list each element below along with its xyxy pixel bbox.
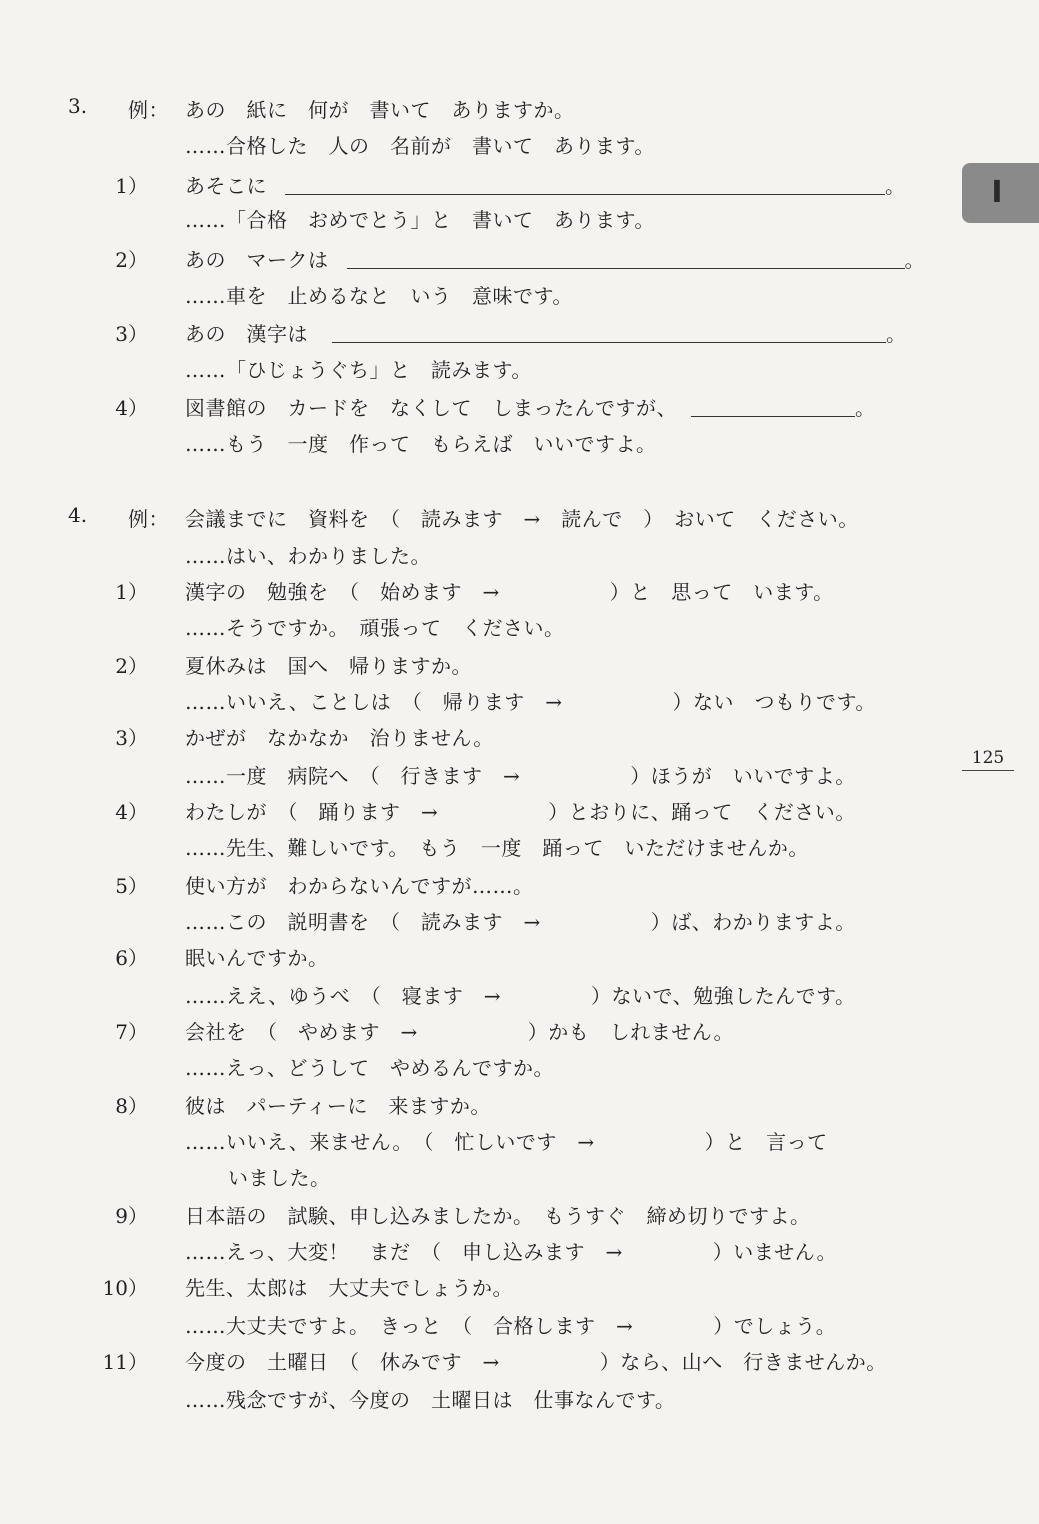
s4-item-9-line-2: ……えっ、大変！ まだ （ 申し込みます → ）いません。 — [185, 1240, 837, 1264]
s4-item-5-number: 5） — [115, 874, 148, 898]
s4-item-1-line-2: ……そうですか。 頑張って ください。 — [185, 616, 565, 640]
s4-item-2-line-2: ……いいえ、ことしは （ 帰ります → ）ない つもりです。 — [185, 690, 876, 714]
s4-item-8-number: 8） — [115, 1094, 148, 1118]
s4-item-6-line-1: 眠いんですか。 — [185, 946, 329, 970]
s3-item-2-number: 2） — [115, 248, 148, 272]
s4-item-8-line-3: いました。 — [228, 1166, 331, 1190]
s4-item-9-line-1: 日本語の 試験、申し込みましたか。 もうすぐ 締め切りですよ。 — [185, 1204, 811, 1228]
s3-item-3-number: 3） — [115, 322, 148, 346]
s4-item-11-line-1: 今度の 土曜日 （ 休みです → ）なら、山へ 行きませんか。 — [185, 1350, 887, 1374]
s3-item-4-question: 図書館の カードを なくして しまったんですが、 。 — [185, 396, 876, 420]
section-4-example-label: 例： — [128, 507, 169, 531]
s3-item-4-answer: ……もう 一度 作って もらえば いいですよ。 — [185, 432, 657, 456]
s4-item-7-line-2: ……えっ、どうして やめるんですか。 — [185, 1056, 554, 1080]
page-number: 125 — [962, 748, 1014, 771]
section-3-example-label: 例： — [128, 98, 169, 122]
s4-item-8-line-1: 彼は パーティーに 来ますか。 — [185, 1094, 491, 1118]
s4-item-5-line-1: 使い方が わからないんですが……。 — [185, 874, 534, 898]
s3-item-2-answer: ……車を 止めるなと いう 意味です。 — [185, 284, 573, 308]
section-3-example-answer: ……合格した 人の 名前が 書いて あります。 — [185, 134, 655, 158]
s4-item-9-number: 9） — [115, 1204, 148, 1228]
s3-item-2-question: あの マークは 。 — [185, 248, 925, 272]
chapter-tab-label: I — [991, 175, 1003, 210]
s4-item-4-number: 4） — [115, 800, 148, 824]
s3-item-1-blank[interactable] — [285, 174, 885, 195]
s3-item-1-question: あそこに 。 — [185, 174, 906, 198]
s4-item-1-line-1: 漢字の 勉強を （ 始めます → ）と 思って います。 — [185, 580, 834, 604]
section-3-example-question: あの 紙に 何が 書いて ありますか。 — [185, 98, 575, 122]
s4-item-2-line-1: 夏休みは 国へ 帰りますか。 — [185, 654, 472, 678]
s4-item-10-line-1: 先生、太郎は 大丈夫でしょうか。 — [185, 1276, 513, 1300]
s3-item-1-number: 1） — [115, 174, 148, 198]
s3-item-4-number: 4） — [115, 396, 148, 420]
s4-item-4-line-2: ……先生、難しいです。 もう 一度 踊って いただけませんか。 — [185, 836, 809, 860]
section-4-example-answer: ……はい、わかりました。 — [185, 544, 431, 568]
s4-item-11-line-2: ……残念ですが、今度の 土曜日は 仕事なんです。 — [185, 1388, 676, 1412]
s3-item-4-blank[interactable] — [691, 396, 855, 417]
s4-item-7-line-1: 会社を （ やめます → ）かも しれません。 — [185, 1020, 734, 1044]
s3-item-3-answer: ……「ひじょうぐち」と 読みます。 — [185, 358, 532, 382]
s4-item-3-line-1: かぜが なかなか 治りません。 — [185, 726, 494, 750]
s4-item-11-number: 11） — [102, 1350, 148, 1374]
s3-item-2-blank[interactable] — [347, 248, 905, 269]
s3-item-1-answer: ……「合格 おめでとう」と 書いて あります。 — [185, 208, 655, 232]
s4-item-10-number: 10） — [102, 1276, 148, 1300]
s4-item-1-number: 1） — [115, 580, 148, 604]
s4-item-7-number: 7） — [115, 1020, 148, 1044]
s4-item-6-line-2: ……ええ、ゆうべ （ 寝ます → ）ないで、勉強したんです。 — [185, 984, 856, 1008]
section-3-number: 3. — [68, 94, 88, 118]
s4-item-3-number: 3） — [115, 726, 148, 750]
s4-item-10-line-2: ……大丈夫ですよ。 きっと （ 合格します → ）でしょう。 — [185, 1314, 837, 1338]
s4-item-4-line-1: わたしが （ 踊ります → ）とおりに、踊って ください。 — [185, 800, 856, 824]
section-4-example-question: 会議までに 資料を （ 読みます → 読んで ） おいて ください。 — [185, 507, 859, 531]
s4-item-3-line-2: ……一度 病院へ （ 行きます → ）ほうが いいですよ。 — [185, 764, 856, 788]
section-4-number: 4. — [68, 503, 88, 527]
s4-item-8-line-2: ……いいえ、来ません。 （ 忙しいです → ）と 言って — [185, 1130, 828, 1154]
s4-item-5-line-2: ……この 説明書を （ 読みます → ）ば、わかりますよ。 — [185, 910, 856, 934]
s4-item-6-number: 6） — [115, 946, 148, 970]
s3-item-3-question: あの 漢字は 。 — [185, 322, 907, 346]
s3-item-3-blank[interactable] — [332, 322, 886, 343]
s4-item-2-number: 2） — [115, 654, 148, 678]
